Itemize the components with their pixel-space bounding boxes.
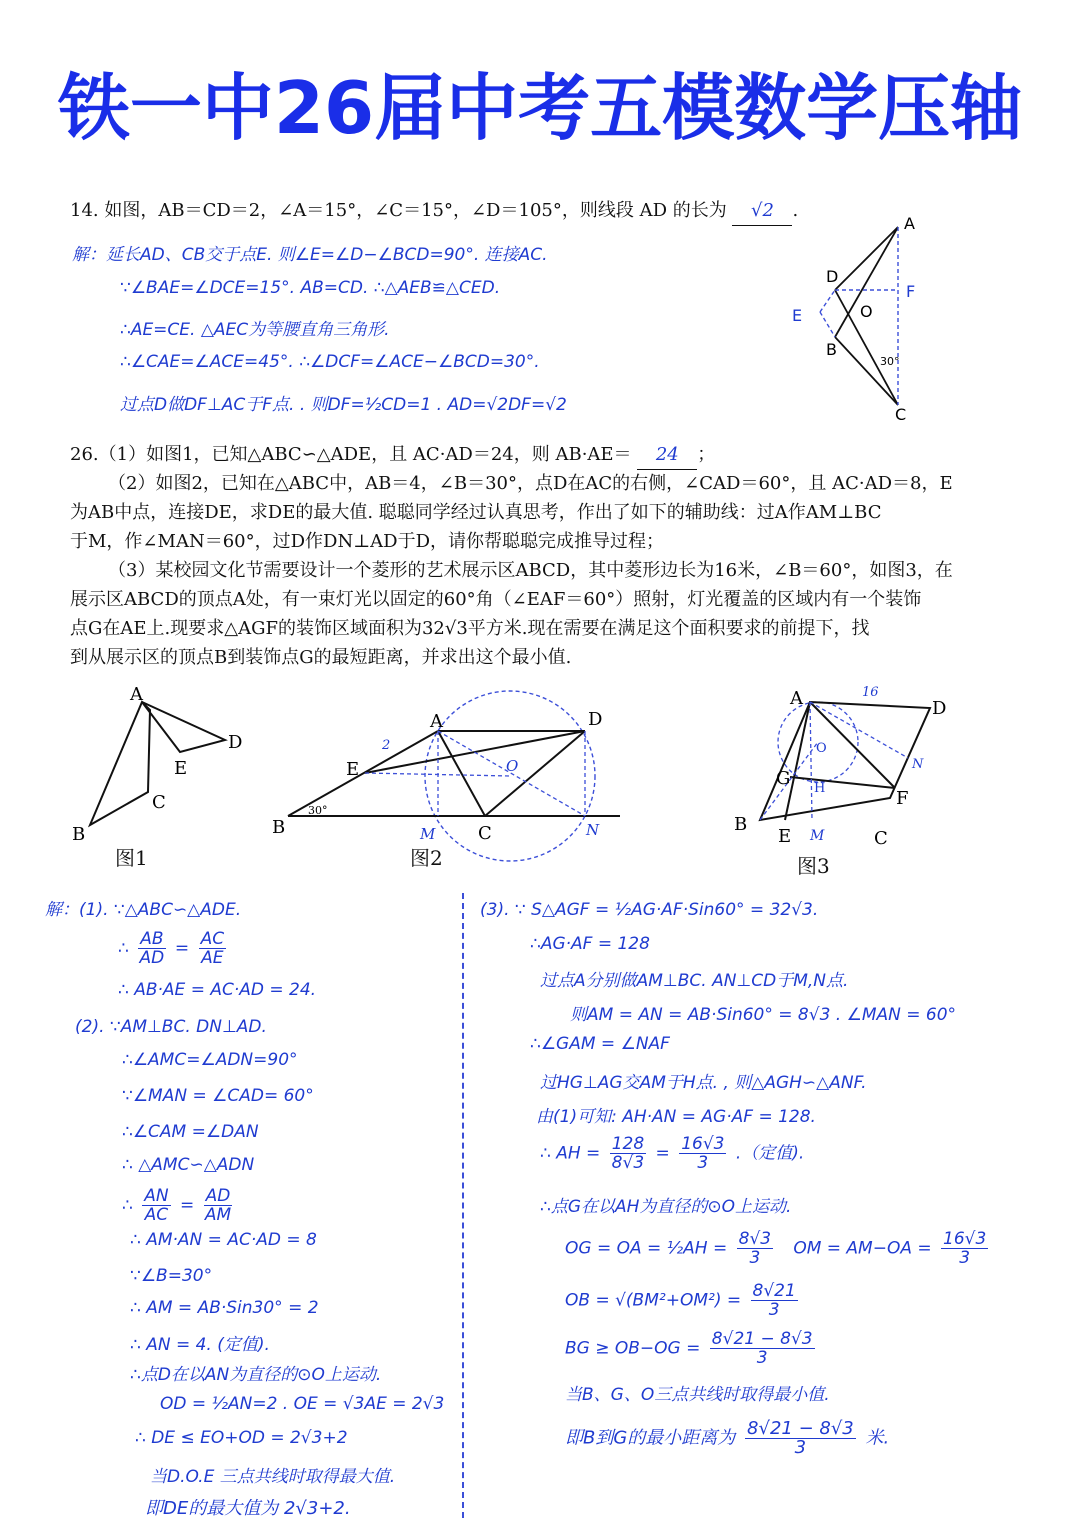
q14-label-D: D [826,267,839,286]
fraction [941,1230,988,1267]
numerator: AB [140,929,164,949]
q14-solution-1: 解：延长AD、CB交于点E. 则∠E=∠D−∠BCD=90°. 连接AC. [72,245,548,265]
sol-right-r6: 过HG⊥AG交AM于H点. , 则△AGH∽△ANF. [540,1073,867,1093]
fig3-label-N: N [912,757,924,772]
sol-left-l5: ∴∠AMC=∠ADN=90° [122,1050,298,1070]
fig3-label-G: G [776,768,791,789]
fraction [737,1230,773,1267]
q26-part2 [70,469,1070,556]
fig3-label-H: H [814,781,826,796]
fig2-label-B: B [272,817,286,838]
q26-p1-end: ； [697,444,716,465]
fraction [745,1420,856,1457]
sol-right-r8-post: .（定值). [735,1143,805,1164]
q14-seg-EB [820,312,835,337]
numerator: 128 [611,1134,645,1154]
fig2-label-A: A [430,711,443,732]
q26-part1 [70,440,715,470]
fig1-label-E: E [174,758,188,779]
sol-right-r5: ∴∠GAM = ∠NAF [530,1034,670,1054]
sol-right-r1: (3). ∵ S△AGF = ½AG·AF·Sin60° = 32√3. [480,900,819,920]
q14-label-angle: 30° [880,355,900,368]
q14-end: . [792,200,799,221]
sol-right-r13: 当B、G、O三点共线时取得最小值. [565,1385,830,1405]
sol-right-r14 [565,1420,889,1457]
q14-label-C: C [895,405,907,424]
sol-left-l11: ∵∠B=30° [130,1266,213,1286]
sol-right-r12 [565,1330,819,1367]
numerator: 8√3 [738,1229,772,1249]
sol-left-l6: ∵∠MAN = ∠CAD= 60° [122,1086,314,1106]
q26-p1-answer: 24 [637,440,697,470]
fraction [679,1135,726,1172]
sol-right-r12-pre: BG ≥ OB−OG = [565,1338,701,1359]
sol-right-r2: ∴AG·AF = 128 [530,934,650,954]
fraction [710,1330,815,1367]
denominator: 3 [959,1248,971,1268]
sol-left-l18: 即DE的最大值为 2√3+2. [145,1498,351,1519]
numerator: 8√21 − 8√3 [747,1418,854,1439]
sol-right-r10 [565,1230,992,1267]
sol-right-r8-pre: ∴ AH = [540,1143,601,1164]
denominator: 3 [794,1437,807,1458]
sol-right-r10-pre: OG = OA = ½AH = [565,1238,728,1259]
q14-label-B: B [826,340,837,359]
q26-p2-line-1: （2）如图2，已知在△ABC中，AB＝4，∠B＝30°，点D在AC的右侧，∠CAD＝60°，且 AC·AD＝8，E [108,473,953,494]
q26-p2-line-2: 为AB中点，连接DE，求DE的最大值. 聪聪同学经过认真思考，作出了如下的辅助线：过A作AM⊥BC [70,502,882,523]
fig3-seg-AM [810,702,812,820]
q26-p2-line-3: 于M，作∠MAN＝60°，过D作DN⊥AD于D，请你帮聪聪完成推导过程； [70,531,664,552]
sol-right-r9: ∴点G在以AH为直径的⊙O上运动. [540,1197,792,1217]
fig3-caption: 图3 [797,854,830,878]
fig3-label-M: M [810,828,825,844]
q14-label-A: A [904,214,915,233]
sol-right-r14-post: 米. [865,1427,890,1449]
sol-left-l13: ∴ AN = 4. (定值). [130,1335,270,1355]
figure-2 [270,683,630,863]
fraction [751,1282,798,1319]
q14-label-F: F [906,282,916,301]
fraction [199,930,227,967]
denominator: 3 [697,1153,709,1173]
sol-right-r3: 过点A分别做AM⊥BC. AN⊥CD于M,N点. [540,971,849,991]
sol-left-l12: ∴ AM = AB·Sin30° = 2 [130,1298,319,1318]
sol-right-r10-mid: OM = AM−OA = [793,1238,932,1259]
sol-right-r8: ∴ AH = $\frac{128}{8√3}$ = $\frac{16√3}{3}$ .（定值). [540,1134,805,1173]
fig1-triangle-ABC [90,702,150,825]
denominator: 8√3 [611,1153,645,1173]
fig2-label-E: E [346,759,360,780]
sol-left-l17: 当D.O.E 三点共线时取得最大值. [150,1467,396,1487]
q26-p3-line-3: 点G在AE上.现要求△AGF的装饰区域面积为32√3平方米.现在需要在满足这个面积要求的前提下，找 [70,618,870,639]
fig1-label-B: B [72,824,86,845]
numerator: 8√21 [752,1281,796,1301]
denominator: AM [204,1205,232,1225]
figure-1 [60,680,260,850]
fig2-label-O: O [506,757,519,775]
fig3-label-C: C [874,828,888,849]
q26-part3 [70,556,1070,672]
fig2-label-len: 2 [382,738,391,753]
numerator: AC [200,929,225,949]
fig2-label-M: M [420,825,436,843]
denominator: AE [201,948,224,968]
sol-right-r14-pre: 即B到G的最小距离为 [565,1427,736,1449]
q14-solution-2: ∵∠BAE=∠DCE=15°. AB=CD. ∴△AEB≌△CED. [120,278,501,298]
fig2-seg-AC [438,731,485,816]
fig2-label-C: C [478,823,492,844]
q14-label-O: O [860,302,873,321]
fig1-label-A: A [130,684,143,705]
q14-answer: √2 [732,196,792,226]
q14-label-E: E [792,306,803,325]
fig3-label-len: 16 [862,685,879,700]
fraction [204,1187,233,1224]
fraction [138,930,165,967]
denominator: 3 [768,1300,780,1320]
fig1-caption: 图1 [115,846,148,870]
sol-right-r4: 则AM = AN = AB·Sin60° = 8√3 . ∠MAN = 60° [570,1005,957,1025]
sol-left-l4: (2). ∵AM⊥BC. DN⊥AD. [75,1017,267,1037]
q26-p3-line-1: （3）某校园文化节需要设计一个菱形的艺术展示区ABCD，其中菱形边长为16米，∠B＝60°，如图3，在 [108,560,953,581]
sol-left-l10: ∴ AM·AN = AC·AD = 8 [130,1230,317,1250]
figure-3 [730,680,970,850]
sol-right-r11 [565,1282,802,1319]
fig3-label-O: O [816,741,827,756]
numerator: 16√3 [681,1134,725,1154]
fig3-seg-AE [785,702,810,820]
sol-left-l1: 解：(1). ∵△ABC∽△ADE. [45,900,242,920]
fig2-label-N: N [586,821,600,839]
sol-left-l2: ∴ $\frac{AB}{AD}$ = $\frac{AC}{AE}$ [118,929,225,968]
sol-left-l7: ∴∠CAM =∠DAN [122,1122,259,1142]
sol-left-l9: ∴ $\frac{AN}{AC}$ = $\frac{AD}{AM}$ [122,1186,232,1225]
fig2-seg-CD [485,731,585,816]
q14-solution-5: 过点D做DF⊥AC于F点. . 则DF=½CD=1 . AD=√2DF=√2 [120,395,567,415]
sol-left-l2-pre: ∴ [118,938,129,959]
fig2-circle [425,691,595,861]
fig1-label-D: D [228,732,243,753]
fig3-label-A: A [790,688,803,709]
q26-p3-line-2: 展示区ABCD的顶点A处，有一束灯光以固定的60°角（∠EAF＝60°）照射，灯光覆盖的区域内有一个装饰 [70,589,922,610]
sol-left-l8: ∴ △AMC∽△ADN [122,1155,255,1175]
fig3-seg-GF [790,777,895,788]
denominator: 3 [756,1348,768,1368]
fig3-label-E: E [778,826,792,847]
q14-figure [780,205,940,430]
page-title: 铁一中26届中考五模数学压轴 [57,66,1023,150]
numerator: AN [144,1186,169,1206]
q14-solution-4: ∴∠CAE=∠ACE=45°. ∴∠DCF=∠ACE−∠BCD=30°. [120,352,540,372]
sol-left-l3: ∴ AB·AE = AC·AD = 24. [118,980,317,1000]
column-divider [462,893,464,1518]
sol-right-r7: 由(1)可知: AH·AN = AG·AF = 128. [536,1107,816,1127]
sol-left-l16: ∴ DE ≤ EO+OD = 2√3+2 [135,1428,348,1448]
fraction [610,1135,646,1172]
fraction [142,1187,170,1224]
fig3-label-B: B [734,814,748,835]
q14-stem: 14. 如图，AB＝CD＝2，∠A＝15°，∠C＝15°，∠D＝105°，则线段 AD 的长为 [70,200,727,221]
fig1-label-C: C [152,792,166,813]
denominator: AC [144,1205,169,1225]
fig2-label-angle: 30° [308,804,328,817]
fig3-label-D: D [932,698,947,719]
q14-solution-3: ∴AE=CE. △AEC为等腰直角三角形. [120,320,390,340]
q14-stem-line [70,196,798,226]
numerator: 16√3 [943,1229,987,1249]
fig1-triangle-ADE [142,702,225,752]
numerator: AD [205,1186,231,1206]
fig2-caption: 图2 [410,846,443,870]
q26-p3-line-4: 到从展示区的顶点B到装饰点G的最短距离，并求出这个最小值. [70,647,572,668]
q14-seg-ED [820,290,835,312]
denominator: AD [139,948,165,968]
sol-left-l14: ∴点D在以AN为直径的⊙O上运动. [130,1365,382,1385]
sol-left-l15: OD = ½AN=2 . OE = √3AE = 2√3 [160,1394,445,1414]
fig3-label-F: F [896,788,909,809]
sol-right-r11-pre: OB = √(BM²+OM²) = [565,1290,742,1311]
denominator: 3 [749,1248,761,1268]
fig2-label-D: D [588,709,603,730]
q26-p1-stem: 26.（1）如图1，已知△ABC∽△ADE，且 AC·AD＝24，则 AB·AE＝ [70,444,632,465]
numerator: 8√21 − 8√3 [711,1329,813,1349]
